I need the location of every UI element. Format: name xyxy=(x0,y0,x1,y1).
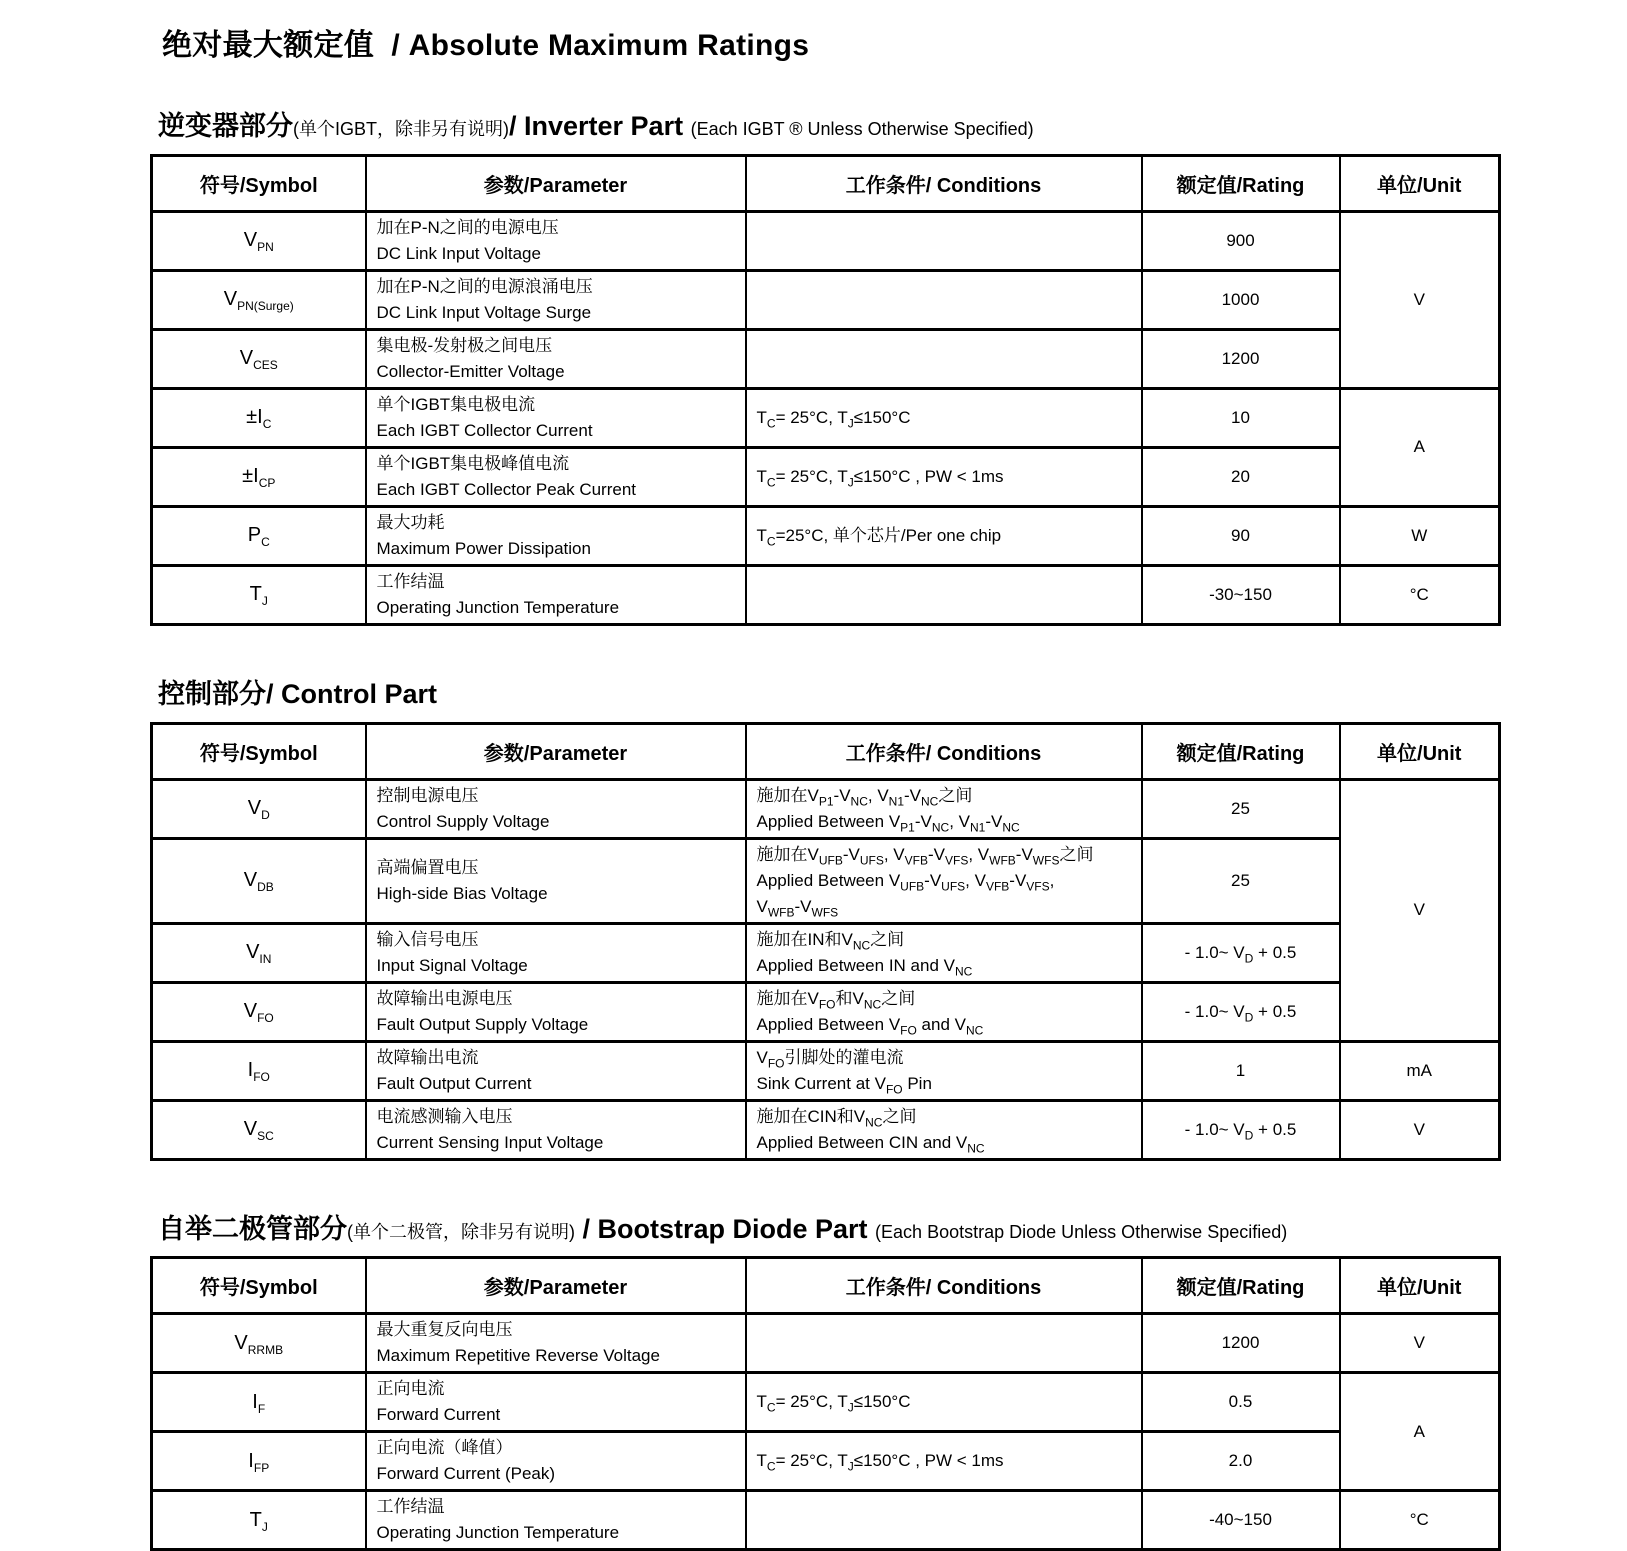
table-row xyxy=(152,447,1500,506)
parameter-cell xyxy=(366,838,746,923)
parameter-en: Fault Output Current xyxy=(377,1071,735,1097)
parameter-zh: 集电极-发射极之间电压 xyxy=(377,333,735,359)
column-header-conditions: 工作条件/ Conditions xyxy=(746,723,1142,779)
column-header-symbol: 符号/Symbol xyxy=(152,1258,366,1314)
symbol-cell: $V_{FO}$ xyxy=(152,982,366,1041)
condition-line: 施加在CIN和$V_{NC}$之间 xyxy=(757,1104,1131,1130)
parameter-zh: 工作结温 xyxy=(377,569,735,595)
section-heading xyxy=(158,110,1498,144)
table-row xyxy=(152,270,1500,329)
section-heading-en: / Control Part xyxy=(266,679,437,709)
symbol-cell: $\pm I_{CP}$ xyxy=(152,447,366,506)
conditions-cell xyxy=(746,1373,1142,1432)
parameter-zh: 单个IGBT集电极峰值电流 xyxy=(377,451,735,477)
parameter-zh: 高端偏置电压 xyxy=(377,855,735,881)
spacer xyxy=(150,1161,1498,1213)
section-heading xyxy=(158,1213,1498,1247)
parameter-en: Forward Current xyxy=(377,1402,735,1428)
column-header-conditions: 工作条件/ Conditions xyxy=(746,155,1142,211)
conditions-cell xyxy=(746,779,1142,838)
rating-cell: - 1.0~ $V_D + 0.5$ xyxy=(1142,1100,1340,1159)
conditions-cell xyxy=(746,506,1142,565)
symbol-cell: $T_J$ xyxy=(152,1491,366,1550)
parameter-en: Each IGBT Collector Peak Current xyxy=(377,477,735,503)
parameter-zh: 单个IGBT集电极电流 xyxy=(377,392,735,418)
unit-cell: V xyxy=(1340,211,1500,388)
rating-cell: 2.0 xyxy=(1142,1432,1340,1491)
parameter-cell xyxy=(366,982,746,1041)
spacer xyxy=(150,64,1498,110)
rating-cell: 1 xyxy=(1142,1041,1340,1100)
table-body xyxy=(152,211,1500,624)
rating-cell: 25 xyxy=(1142,779,1340,838)
condition-line: $V_{FO}$引脚处的灌电流 xyxy=(757,1045,1131,1071)
section-heading-zh-note: (单个二极管，除非另有说明) xyxy=(347,1222,575,1242)
table-row xyxy=(152,506,1500,565)
column-header-rating: 额定值/Rating xyxy=(1142,1258,1340,1314)
parameter-en: Maximum Repetitive Reverse Voltage xyxy=(377,1343,735,1369)
column-header-parameter: 参数/Parameter xyxy=(366,1258,746,1314)
rating-cell: 0.5 xyxy=(1142,1373,1340,1432)
conditions-cell xyxy=(746,447,1142,506)
symbol-cell: $V_D$ xyxy=(152,779,366,838)
conditions-cell xyxy=(746,1314,1142,1373)
section-inverter-part xyxy=(150,110,1498,678)
parameter-cell xyxy=(366,1314,746,1373)
column-header-symbol: 符号/Symbol xyxy=(152,155,366,211)
parameter-cell xyxy=(366,923,746,982)
section-heading-en-note: (Each IGBT ® Unless Otherwise Specified) xyxy=(691,119,1034,139)
symbol-cell: $V_{PN}$ xyxy=(152,211,366,270)
symbol-cell: $V_{DB}$ xyxy=(152,838,366,923)
parameter-zh: 电流感测输入电压 xyxy=(377,1104,735,1130)
symbol-cell: $V_{PN(Surge)}$ xyxy=(152,270,366,329)
table-row xyxy=(152,838,1500,923)
parameter-en: Collector-Emitter Voltage xyxy=(377,359,735,385)
table-row xyxy=(152,1373,1500,1432)
condition-line: $T_C= 25^\circ C$, $T_J\le 150^\circ C$ xyxy=(757,405,1131,431)
unit-cell: W xyxy=(1340,506,1500,565)
bootstrap-ratings-table xyxy=(150,1256,1501,1551)
symbol-cell: $V_{SC}$ xyxy=(152,1100,366,1159)
column-header-parameter: 参数/Parameter xyxy=(366,723,746,779)
control-ratings-table xyxy=(150,722,1501,1161)
spacer xyxy=(150,626,1498,678)
rating-cell: 1200 xyxy=(1142,1314,1340,1373)
symbol-cell: $V_{CES}$ xyxy=(152,329,366,388)
rating-cell: -40~150 xyxy=(1142,1491,1340,1550)
rating-cell: 1200 xyxy=(1142,329,1340,388)
column-header-symbol: 符号/Symbol xyxy=(152,723,366,779)
parameter-zh: 加在P-N之间的电源电压 xyxy=(377,215,735,241)
page-content xyxy=(150,0,1498,1551)
parameter-cell xyxy=(366,329,746,388)
conditions-cell xyxy=(746,1432,1142,1491)
parameter-zh: 正向电流（峰值） xyxy=(377,1435,735,1461)
condition-line: Applied Between CIN and $V_{NC}$ xyxy=(757,1130,1131,1156)
rating-cell: 90 xyxy=(1142,506,1340,565)
unit-cell: V xyxy=(1340,1100,1500,1159)
conditions-cell xyxy=(746,565,1142,624)
condition-line: 施加在$V_{FO}$和$V_{NC}$之间 xyxy=(757,986,1131,1012)
section-heading-zh: 逆变器部分 xyxy=(158,111,293,141)
condition-line: $T_C= 25^\circ C$, $T_J\le 150^\circ C$ , PW < 1ms xyxy=(757,1448,1131,1474)
table-row xyxy=(152,1041,1500,1100)
rating-cell: - 1.0~ $V_D + 0.5$ xyxy=(1142,923,1340,982)
parameter-en: Fault Output Supply Voltage xyxy=(377,1012,735,1038)
table-row xyxy=(152,329,1500,388)
parameter-cell xyxy=(366,1100,746,1159)
column-header-unit: 单位/Unit xyxy=(1340,1258,1500,1314)
column-header-conditions: 工作条件/ Conditions xyxy=(746,1258,1142,1314)
table-row xyxy=(152,1314,1500,1373)
table-row xyxy=(152,1432,1500,1491)
conditions-cell xyxy=(746,211,1142,270)
page-title: 绝对最大额定值 / Absolute Maximum Ratings xyxy=(150,0,1498,64)
parameter-en: Current Sensing Input Voltage xyxy=(377,1130,735,1156)
conditions-cell xyxy=(746,388,1142,447)
symbol-cell: $T_J$ xyxy=(152,565,366,624)
unit-cell: mA xyxy=(1340,1041,1500,1100)
conditions-cell xyxy=(746,923,1142,982)
condition-line: $T_C=25^\circ C$, 单个芯片/Per one chip xyxy=(757,523,1131,549)
rating-cell: 900 xyxy=(1142,211,1340,270)
parameter-cell xyxy=(366,506,746,565)
column-header-rating: 额定值/Rating xyxy=(1142,155,1340,211)
section-heading xyxy=(158,678,1498,712)
condition-line: Applied Between $V_{UFB}-V_{UFS}$, $V_{VFB}-V_{VFS}$, xyxy=(757,868,1131,894)
parameter-en: DC Link Input Voltage xyxy=(377,241,735,267)
inverter-ratings-table xyxy=(150,154,1501,626)
condition-line: Applied Between IN and $V_{NC}$ xyxy=(757,953,1131,979)
section-heading-zh: 控制部分 xyxy=(158,679,266,709)
table-row xyxy=(152,779,1500,838)
section-heading-en-note: (Each Bootstrap Diode Unless Otherwise Specified) xyxy=(875,1222,1287,1242)
table-header-row xyxy=(152,1258,1500,1314)
parameter-cell xyxy=(366,211,746,270)
rating-cell: 10 xyxy=(1142,388,1340,447)
parameter-en: High-side Bias Voltage xyxy=(377,881,735,907)
conditions-cell xyxy=(746,838,1142,923)
condition-line: 施加在IN和$V_{NC}$之间 xyxy=(757,927,1131,953)
parameter-cell xyxy=(366,270,746,329)
conditions-cell xyxy=(746,1491,1142,1550)
parameter-zh: 输入信号电压 xyxy=(377,927,735,953)
condition-line: Applied Between $V_{FO}$ and $V_{NC}$ xyxy=(757,1012,1131,1038)
conditions-cell xyxy=(746,1100,1142,1159)
column-header-unit: 单位/Unit xyxy=(1340,723,1500,779)
conditions-cell xyxy=(746,982,1142,1041)
table-row xyxy=(152,211,1500,270)
conditions-cell xyxy=(746,270,1142,329)
table-header-row xyxy=(152,155,1500,211)
table-row xyxy=(152,565,1500,624)
condition-line: 施加在$V_{UFB}-V_{UFS}$, $V_{VFB}-V_{VFS}$, $V_{WFB}-V_{WFS}$之间 xyxy=(757,842,1131,868)
unit-cell: °C xyxy=(1340,565,1500,624)
parameter-cell xyxy=(366,1373,746,1432)
table-row xyxy=(152,982,1500,1041)
section-bootstrap-diode-part xyxy=(150,1213,1498,1551)
parameter-cell xyxy=(366,1041,746,1100)
parameter-zh: 正向电流 xyxy=(377,1376,735,1402)
rating-cell: 20 xyxy=(1142,447,1340,506)
symbol-cell: $I_{FO}$ xyxy=(152,1041,366,1100)
table-row xyxy=(152,388,1500,447)
parameter-en: Each IGBT Collector Current xyxy=(377,418,735,444)
unit-cell: V xyxy=(1340,1314,1500,1373)
condition-line: $T_C= 25^\circ C$, $T_J\le 150^\circ C$ xyxy=(757,1389,1131,1415)
parameter-zh: 故障输出电流 xyxy=(377,1045,735,1071)
symbol-cell: $P_C$ xyxy=(152,506,366,565)
parameter-cell xyxy=(366,779,746,838)
unit-cell: A xyxy=(1340,388,1500,506)
condition-line: 施加在$V_{P1}-V_{NC}$, $V_{N1}-V_{NC}$之间 xyxy=(757,783,1131,809)
unit-cell: V xyxy=(1340,779,1500,1041)
unit-cell: °C xyxy=(1340,1491,1500,1550)
table-body xyxy=(152,779,1500,1159)
symbol-cell: $V_{IN}$ xyxy=(152,923,366,982)
parameter-en: Maximum Power Dissipation xyxy=(377,536,735,562)
parameter-zh: 最大重复反向电压 xyxy=(377,1317,735,1343)
symbol-cell: $I_F$ xyxy=(152,1373,366,1432)
parameter-zh: 加在P-N之间的电源浪涌电压 xyxy=(377,274,735,300)
parameter-en: Input Signal Voltage xyxy=(377,953,735,979)
section-heading-en: / Bootstrap Diode Part xyxy=(575,1214,875,1244)
parameter-zh: 工作结温 xyxy=(377,1494,735,1520)
table-row xyxy=(152,1100,1500,1159)
parameter-en: Operating Junction Temperature xyxy=(377,595,735,621)
section-heading-zh: 自举二极管部分 xyxy=(158,1214,347,1244)
table-body xyxy=(152,1314,1500,1550)
condition-line: $V_{WFB}-V_{WFS}$ xyxy=(757,894,1131,920)
conditions-cell xyxy=(746,1041,1142,1100)
rating-cell: -30~150 xyxy=(1142,565,1340,624)
parameter-en: Forward Current (Peak) xyxy=(377,1461,735,1487)
rating-cell: - 1.0~ $V_D + 0.5$ xyxy=(1142,982,1340,1041)
parameter-zh: 故障输出电源电压 xyxy=(377,986,735,1012)
parameter-cell xyxy=(366,388,746,447)
condition-line: Applied Between $V_{P1}-V_{NC}$, $V_{N1}-V_{NC}$ xyxy=(757,809,1131,835)
rating-cell: 25 xyxy=(1142,838,1340,923)
condition-line: Sink Current at $V_{FO}$ Pin xyxy=(757,1071,1131,1097)
symbol-cell: $V_{RRMB}$ xyxy=(152,1314,366,1373)
column-header-rating: 额定值/Rating xyxy=(1142,723,1340,779)
parameter-cell xyxy=(366,1432,746,1491)
column-header-unit: 单位/Unit xyxy=(1340,155,1500,211)
parameter-zh: 最大功耗 xyxy=(377,510,735,536)
section-heading-zh-note: (单个IGBT，除非另有说明) xyxy=(293,119,509,139)
parameter-zh: 控制电源电压 xyxy=(377,783,735,809)
parameter-en: DC Link Input Voltage Surge xyxy=(377,300,735,326)
symbol-cell: $I_{FP}$ xyxy=(152,1432,366,1491)
table-header-row xyxy=(152,723,1500,779)
parameter-cell xyxy=(366,447,746,506)
symbol-cell: $\pm I_C$ xyxy=(152,388,366,447)
section-heading-en: / Inverter Part xyxy=(509,111,691,141)
parameter-en: Control Supply Voltage xyxy=(377,809,735,835)
column-header-parameter: 参数/Parameter xyxy=(366,155,746,211)
section-control-part xyxy=(150,678,1498,1213)
table-row xyxy=(152,1491,1500,1550)
rating-cell: 1000 xyxy=(1142,270,1340,329)
parameter-cell xyxy=(366,565,746,624)
parameter-en: Operating Junction Temperature xyxy=(377,1520,735,1546)
conditions-cell xyxy=(746,329,1142,388)
table-row xyxy=(152,923,1500,982)
unit-cell: A xyxy=(1340,1373,1500,1491)
condition-line: $T_C= 25^\circ C$, $T_J\le 150^\circ C$ , PW < 1ms xyxy=(757,464,1131,490)
parameter-cell xyxy=(366,1491,746,1550)
